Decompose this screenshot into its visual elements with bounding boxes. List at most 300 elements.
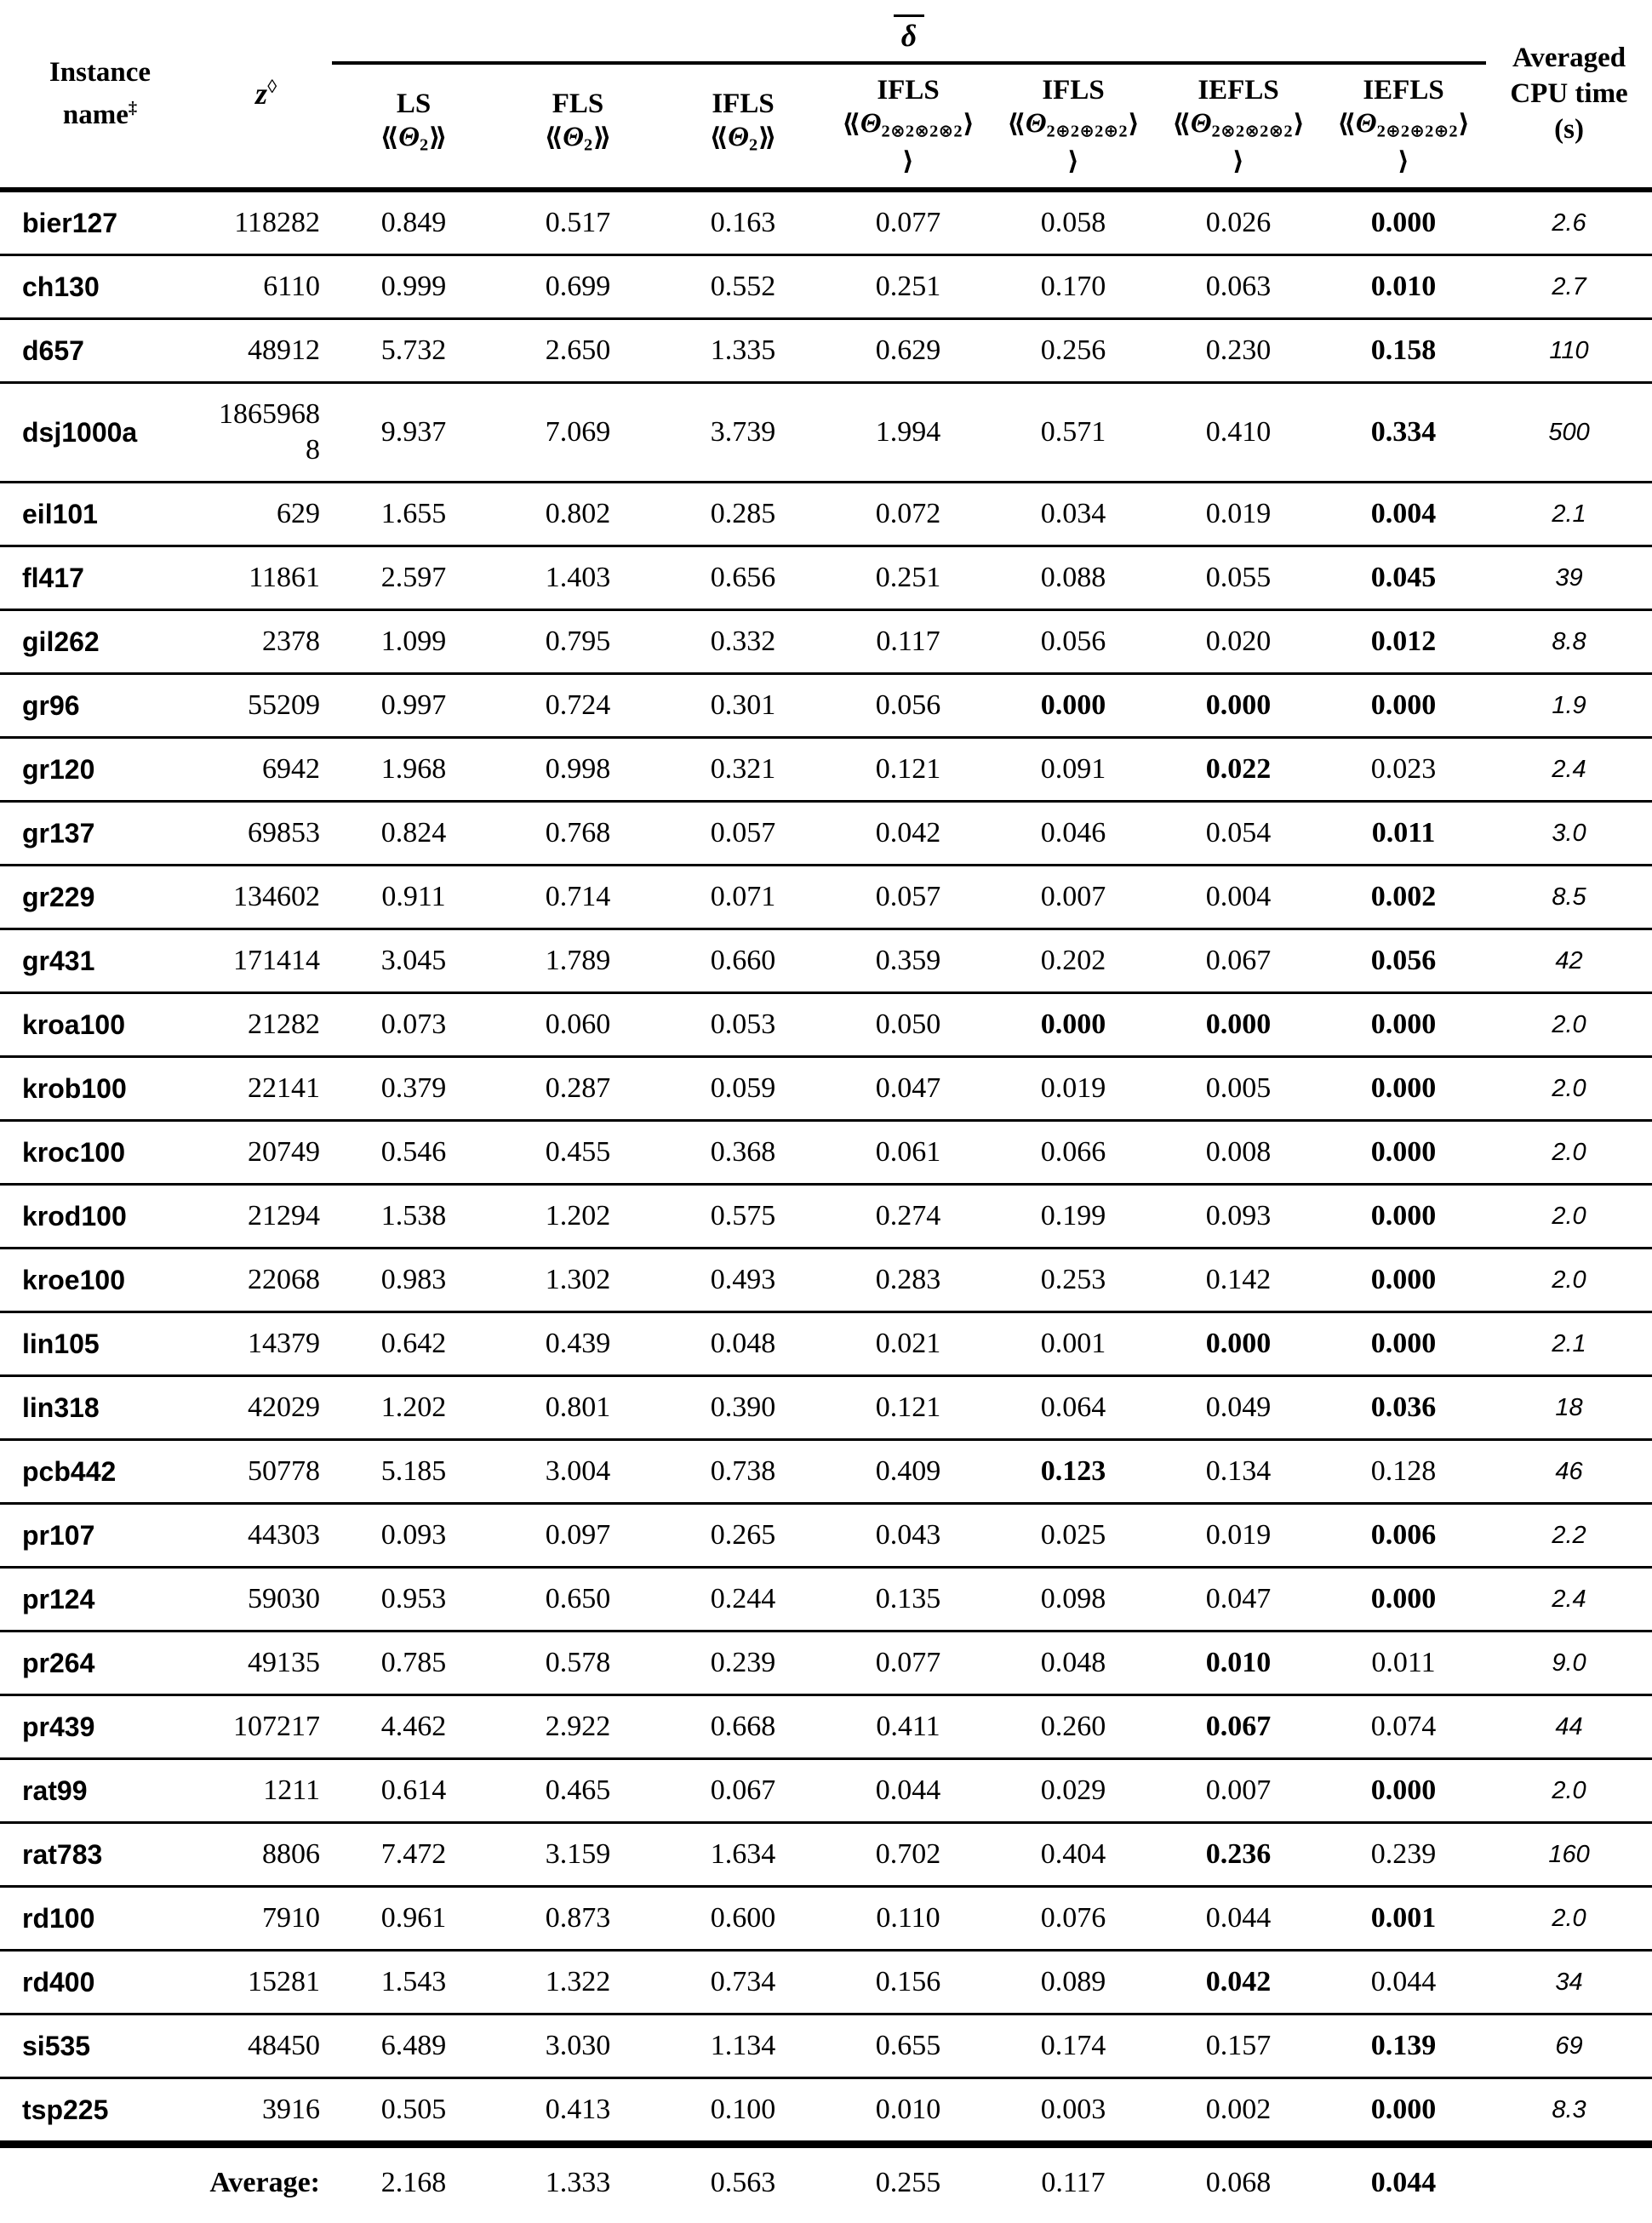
instance-name-cell: rat783: [0, 1822, 200, 1886]
delta-value-cell: 0.089: [991, 1950, 1156, 2014]
theta-symbol: Θ: [860, 108, 882, 139]
delta-value-cell: 0.139: [1321, 2014, 1486, 2077]
delta-value-cell: 0.199: [991, 1184, 1156, 1248]
delta-value-cell: 5.185: [332, 1439, 495, 1503]
delta-value-cell: 0.123: [991, 1439, 1156, 1503]
delta-value-cell: 0.390: [660, 1375, 826, 1439]
table-row: [0, 1567, 1652, 1631]
delta-value-cell: 0.060: [495, 992, 660, 1056]
delta-value-cell: 0.998: [495, 737, 660, 801]
table-row: [0, 1056, 1652, 1120]
delta-value-cell: 0.734: [660, 1950, 826, 2014]
instance-name-cell: rd400: [0, 1950, 200, 2014]
delta-value-cell: 0.571: [991, 382, 1156, 482]
z-value-cell: 48912: [200, 318, 332, 382]
delta-value-cell: 0.575: [660, 1184, 826, 1248]
z-value-cell: 11861: [200, 546, 332, 609]
delta-value-cell: 0.006: [1321, 1503, 1486, 1567]
delta-value-cell: 0.660: [660, 929, 826, 992]
col-header-ifls-tensor: IFLS ⟪Θ2⊗2⊗2⊗2⟩ ⟩: [826, 63, 991, 190]
cpu-time-cell: 46: [1486, 1439, 1652, 1503]
cpu-time-cell: 2.1: [1486, 482, 1652, 546]
delta-value-cell: 0.029: [991, 1758, 1156, 1822]
cpu-time-cell: 2.4: [1486, 737, 1652, 801]
delta-value-cell: 0.000: [1321, 1184, 1486, 1248]
delta-value-cell: 0.072: [826, 482, 991, 546]
delta-value-cell: 1.099: [332, 609, 495, 673]
z-value-cell: 1865968 8: [200, 382, 332, 482]
delta-value-cell: 0.046: [991, 801, 1156, 865]
average-row: [0, 2144, 1652, 2223]
z-value-cell: 134602: [200, 865, 332, 929]
delta-value-cell: 0.801: [495, 1375, 660, 1439]
cpu-time-cell: 160: [1486, 1822, 1652, 1886]
z-value-cell: 2378: [200, 609, 332, 673]
delta-value-cell: 0.134: [1156, 1439, 1321, 1503]
z-value-cell: 8806: [200, 1822, 332, 1886]
delta-value-cell: 0.983: [332, 1248, 495, 1312]
delta-value-cell: 0.057: [826, 865, 991, 929]
z-value-cell: 14379: [200, 1312, 332, 1375]
delta-value-cell: 0.359: [826, 929, 991, 992]
delta-value-cell: 4.462: [332, 1694, 495, 1758]
col-header-z: [200, 0, 332, 190]
delta-value-cell: 0.026: [1156, 190, 1321, 255]
delta-value-cell: 0.036: [1321, 1375, 1486, 1439]
delta-value-cell: 0.849: [332, 190, 495, 255]
delta-value-cell: 0.439: [495, 1312, 660, 1375]
delta-value-cell: 1.634: [660, 1822, 826, 1886]
table-row: [0, 1758, 1652, 1822]
delta-value-cell: 0.063: [1156, 254, 1321, 318]
delta-value-cell: 1.202: [332, 1375, 495, 1439]
table-row: [0, 1694, 1652, 1758]
col-header-ifls-oplus: IFLS ⟪Θ2⊕2⊕2⊕2⟩ ⟩: [991, 63, 1156, 190]
table-row: [0, 992, 1652, 1056]
delta-value-cell: 0.019: [1156, 1503, 1321, 1567]
average-value: 0.255: [826, 2144, 991, 2223]
delta-value-cell: 0.174: [991, 2014, 1156, 2077]
instance-name-cell: pr264: [0, 1631, 200, 1694]
delta-value-cell: 0.000: [1321, 1120, 1486, 1184]
delta-value-cell: 0.044: [826, 1758, 991, 1822]
z-value-cell: 50778: [200, 1439, 332, 1503]
delta-value-cell: 0.066: [991, 1120, 1156, 1184]
table-row: [0, 190, 1652, 255]
delta-value-cell: 0.000: [1156, 673, 1321, 737]
delta-value-cell: 0.007: [1156, 1758, 1321, 1822]
delta-value-cell: 0.873: [495, 1886, 660, 1950]
table-row: [0, 482, 1652, 546]
instance-name-cell: pr124: [0, 1567, 200, 1631]
delta-value-cell: 0.021: [826, 1312, 991, 1375]
delta-value-cell: 0.656: [660, 546, 826, 609]
table-row: [0, 1184, 1652, 1248]
delta-value-cell: 0.000: [1321, 2077, 1486, 2144]
delta-value-cell: 1.538: [332, 1184, 495, 1248]
cpu-time-cell: 2.0: [1486, 1248, 1652, 1312]
delta-value-cell: 0.000: [1156, 1312, 1321, 1375]
delta-value-cell: 0.285: [660, 482, 826, 546]
col-header-ls: LS ⟪Θ2⟫: [332, 63, 495, 190]
z-value-cell: 21294: [200, 1184, 332, 1248]
average-value: 1.333: [495, 2144, 660, 2223]
delta-value-cell: 5.732: [332, 318, 495, 382]
cpu-time-cell: 9.0: [1486, 1631, 1652, 1694]
delta-value-cell: 0.074: [1321, 1694, 1486, 1758]
theta-symbol: Θ: [563, 122, 585, 152]
delta-value-cell: 0.253: [991, 1248, 1156, 1312]
delta-value-cell: 0.517: [495, 190, 660, 255]
delta-value-cell: 0.202: [991, 929, 1156, 992]
cpu-time-cell: 2.1: [1486, 1312, 1652, 1375]
delta-value-cell: 0.236: [1156, 1822, 1321, 1886]
delta-value-cell: 1.994: [826, 382, 991, 482]
delta-value-cell: 0.073: [332, 992, 495, 1056]
instance-name-cell: lin318: [0, 1375, 200, 1439]
cpu-time-cell: 39: [1486, 546, 1652, 609]
z-value-cell: 7910: [200, 1886, 332, 1950]
delta-value-cell: 0.005: [1156, 1056, 1321, 1120]
delta-value-cell: 0.411: [826, 1694, 991, 1758]
delta-value-cell: 0.067: [1156, 1694, 1321, 1758]
delta-value-cell: 2.597: [332, 546, 495, 609]
delta-value-cell: 7.069: [495, 382, 660, 482]
table-row: [0, 1439, 1652, 1503]
z-value-cell: 107217: [200, 1694, 332, 1758]
delta-value-cell: 3.030: [495, 2014, 660, 2077]
cpu-time-cell: 2.4: [1486, 1567, 1652, 1631]
table-row: [0, 1120, 1652, 1184]
table-row: [0, 1503, 1652, 1567]
delta-value-cell: 0.000: [1321, 1312, 1486, 1375]
average-value: 0.563: [660, 2144, 826, 2223]
delta-value-cell: 0.007: [991, 865, 1156, 929]
z-value-cell: 55209: [200, 673, 332, 737]
instance-name-cell: gr120: [0, 737, 200, 801]
delta-value-cell: 0.142: [1156, 1248, 1321, 1312]
delta-value-cell: 0.287: [495, 1056, 660, 1120]
delta-value-cell: 0.404: [991, 1822, 1156, 1886]
delta-value-cell: 0.283: [826, 1248, 991, 1312]
table-row: [0, 382, 1652, 482]
col-header-iefls-tensor: IEFLS ⟪Θ2⊗2⊗2⊗2⟩ ⟩: [1156, 63, 1321, 190]
delta-value-cell: 0.251: [826, 254, 991, 318]
delta-value-cell: 0.000: [1156, 992, 1321, 1056]
delta-value-cell: 0.000: [1321, 673, 1486, 737]
delta-value-cell: 0.067: [1156, 929, 1321, 992]
z-value-cell: 59030: [200, 1567, 332, 1631]
instance-name-cell: tsp225: [0, 2077, 200, 2144]
z-value-cell: 629: [200, 482, 332, 546]
cpu-time-cell: 2.2: [1486, 1503, 1652, 1567]
table-row: [0, 1312, 1652, 1375]
delta-value-cell: 0.230: [1156, 318, 1321, 382]
delta-value-cell: 0.260: [991, 1694, 1156, 1758]
z-value-cell: 44303: [200, 1503, 332, 1567]
delta-value-cell: 0.093: [332, 1503, 495, 1567]
delta-value-cell: 0.000: [991, 673, 1156, 737]
delta-value-cell: 0.121: [826, 737, 991, 801]
delta-value-cell: 0.097: [495, 1503, 660, 1567]
delta-value-cell: 0.057: [660, 801, 826, 865]
z-value-cell: 42029: [200, 1375, 332, 1439]
instance-name-cell: kroc100: [0, 1120, 200, 1184]
z-value-cell: 22141: [200, 1056, 332, 1120]
instance-header-line2: name‡: [62, 98, 138, 130]
delta-value-cell: 0.098: [991, 1567, 1156, 1631]
cpu-time-cell: 110: [1486, 318, 1652, 382]
header-row-top: [0, 0, 1652, 63]
delta-value-cell: 0.714: [495, 865, 660, 929]
instance-name-cell: pr439: [0, 1694, 200, 1758]
z-value-cell: 6942: [200, 737, 332, 801]
table-row: [0, 1248, 1652, 1312]
delta-value-cell: 0.047: [826, 1056, 991, 1120]
delta-value-cell: 1.302: [495, 1248, 660, 1312]
delta-value-cell: 0.019: [991, 1056, 1156, 1120]
delta-value-cell: 0.012: [1321, 609, 1486, 673]
delta-value-cell: 0.077: [826, 1631, 991, 1694]
z-footnote-mark: ◊: [266, 75, 277, 97]
table-row: [0, 1950, 1652, 2014]
instance-name-cell: gr137: [0, 801, 200, 865]
delta-value-cell: 0.056: [1321, 929, 1486, 992]
cpu-time-cell: 44: [1486, 1694, 1652, 1758]
delta-value-cell: 0.251: [826, 546, 991, 609]
table-row: [0, 737, 1652, 801]
z-value-cell: 3916: [200, 2077, 332, 2144]
delta-value-cell: 0.614: [332, 1758, 495, 1822]
cpu-time-cell: 8.3: [1486, 2077, 1652, 2144]
delta-value-cell: 0.000: [991, 992, 1156, 1056]
delta-value-cell: 0.000: [1321, 190, 1486, 255]
instance-name-cell: gr229: [0, 865, 200, 929]
delta-value-cell: 0.650: [495, 1567, 660, 1631]
delta-value-cell: 0.053: [660, 992, 826, 1056]
delta-value-cell: 0.011: [1321, 1631, 1486, 1694]
table-row: [0, 801, 1652, 865]
delta-value-cell: 3.004: [495, 1439, 660, 1503]
instance-name-cell: d657: [0, 318, 200, 382]
instance-name-cell: krod100: [0, 1184, 200, 1248]
delta-value-cell: 0.000: [1321, 1758, 1486, 1822]
theta-symbol: Θ: [1025, 108, 1047, 139]
delta-value-cell: 0.163: [660, 190, 826, 255]
delta-value-cell: 0.546: [332, 1120, 495, 1184]
average-label: Average:: [200, 2144, 332, 2223]
delta-value-cell: 0.055: [1156, 546, 1321, 609]
table-row: [0, 318, 1652, 382]
delta-value-cell: 0.795: [495, 609, 660, 673]
delta-value-cell: 0.600: [660, 1886, 826, 1950]
delta-value-cell: 0.802: [495, 482, 660, 546]
delta-value-cell: 0.059: [660, 1056, 826, 1120]
delta-value-cell: 0.045: [1321, 546, 1486, 609]
table-row: [0, 929, 1652, 992]
table-row: [0, 1822, 1652, 1886]
cpu-time-cell: 3.0: [1486, 801, 1652, 865]
col-header-instance-name: [0, 0, 200, 190]
instance-name-cell: rat99: [0, 1758, 200, 1822]
cpu-time-cell: 2.7: [1486, 254, 1652, 318]
instance-name-cell: kroe100: [0, 1248, 200, 1312]
theta-symbol: Θ: [1190, 108, 1212, 139]
delta-value-cell: 0.256: [991, 318, 1156, 382]
delta-value-cell: 3.159: [495, 1822, 660, 1886]
delta-value-cell: 0.117: [826, 609, 991, 673]
delta-value-cell: 0.738: [660, 1439, 826, 1503]
z-value-cell: 15281: [200, 1950, 332, 2014]
delta-value-cell: 0.008: [1156, 1120, 1321, 1184]
delta-value-cell: 0.409: [826, 1439, 991, 1503]
average-value: 0.068: [1156, 2144, 1321, 2223]
delta-value-cell: 0.048: [660, 1312, 826, 1375]
delta-value-cell: 3.739: [660, 382, 826, 482]
table-row: [0, 609, 1652, 673]
delta-value-cell: 0.158: [1321, 318, 1486, 382]
delta-value-cell: 0.000: [1321, 1567, 1486, 1631]
delta-value-cell: 0.067: [660, 1758, 826, 1822]
delta-value-cell: 0.170: [991, 254, 1156, 318]
delta-value-cell: 0.049: [1156, 1375, 1321, 1439]
z-value-cell: 20749: [200, 1120, 332, 1184]
delta-value-cell: 7.472: [332, 1822, 495, 1886]
delta-value-cell: 1.543: [332, 1950, 495, 2014]
delta-bar-symbol: δ: [894, 14, 924, 53]
delta-value-cell: 0.034: [991, 482, 1156, 546]
delta-value-cell: 1.655: [332, 482, 495, 546]
theta-symbol: Θ: [398, 122, 420, 152]
cpu-time-cell: 34: [1486, 1950, 1652, 2014]
delta-value-cell: 0.025: [991, 1503, 1156, 1567]
delta-value-cell: 0.301: [660, 673, 826, 737]
instance-footnote-mark: ‡: [128, 98, 138, 117]
table-row: [0, 2014, 1652, 2077]
delta-value-cell: 0.047: [1156, 1567, 1321, 1631]
delta-value-cell: 1.403: [495, 546, 660, 609]
average-empty-cell: [0, 2144, 200, 2223]
delta-value-cell: 0.054: [1156, 801, 1321, 865]
delta-value-cell: 0.071: [660, 865, 826, 929]
delta-value-cell: 0.022: [1156, 737, 1321, 801]
delta-value-cell: 0.239: [660, 1631, 826, 1694]
delta-value-cell: 0.999: [332, 254, 495, 318]
delta-value-cell: 0.997: [332, 673, 495, 737]
cpu-time-cell: 69: [1486, 2014, 1652, 2077]
cpu-time-cell: 2.6: [1486, 190, 1652, 255]
instance-name-cell: dsj1000a: [0, 382, 200, 482]
cpu-time-cell: 2.0: [1486, 1184, 1652, 1248]
instance-name-cell: krob100: [0, 1056, 200, 1120]
delta-value-cell: 1.202: [495, 1184, 660, 1248]
delta-value-cell: 0.050: [826, 992, 991, 1056]
delta-value-cell: 0.505: [332, 2077, 495, 2144]
delta-value-cell: 0.961: [332, 1886, 495, 1950]
instance-header-line1: Instance: [49, 56, 151, 88]
z-value-cell: 1211: [200, 1758, 332, 1822]
average-value: 0.044: [1321, 2144, 1486, 2223]
delta-value-cell: 0.043: [826, 1503, 991, 1567]
z-value-cell: 22068: [200, 1248, 332, 1312]
delta-value-cell: 0.010: [1321, 254, 1486, 318]
col-header-iefls-oplus: IEFLS ⟪Θ2⊕2⊕2⊕2⟩ ⟩: [1321, 63, 1486, 190]
delta-value-cell: 0.091: [991, 737, 1156, 801]
delta-value-cell: 0.368: [660, 1120, 826, 1184]
delta-value-cell: 0.699: [495, 254, 660, 318]
delta-value-cell: 0.244: [660, 1567, 826, 1631]
delta-value-cell: 0.465: [495, 1758, 660, 1822]
table-row: [0, 1631, 1652, 1694]
average-value: 0.117: [991, 2144, 1156, 2223]
delta-value-cell: 0.000: [1321, 992, 1486, 1056]
delta-value-cell: 0.010: [826, 2077, 991, 2144]
delta-value-cell: 0.061: [826, 1120, 991, 1184]
cpu-time-cell: 2.0: [1486, 1758, 1652, 1822]
average-cpu-cell: [1486, 2144, 1652, 2223]
delta-value-cell: 1.968: [332, 737, 495, 801]
z-value-cell: 69853: [200, 801, 332, 865]
delta-value-cell: 0.274: [826, 1184, 991, 1248]
delta-value-cell: 0.911: [332, 865, 495, 929]
cpu-time-cell: 8.8: [1486, 609, 1652, 673]
table-row: [0, 1886, 1652, 1950]
delta-value-cell: 0.655: [826, 2014, 991, 2077]
delta-value-cell: 0.000: [1321, 1056, 1486, 1120]
delta-value-cell: 0.002: [1321, 865, 1486, 929]
average-value: 2.168: [332, 2144, 495, 2223]
delta-value-cell: 2.922: [495, 1694, 660, 1758]
delta-value-cell: 0.048: [991, 1631, 1156, 1694]
instance-name-cell: fl417: [0, 546, 200, 609]
delta-value-cell: 0.093: [1156, 1184, 1321, 1248]
z-symbol: z: [254, 76, 267, 111]
instance-name-cell: pr107: [0, 1503, 200, 1567]
z-value-cell: 6110: [200, 254, 332, 318]
delta-value-cell: 0.011: [1321, 801, 1486, 865]
delta-value-cell: 0.004: [1321, 482, 1486, 546]
delta-value-cell: 0.044: [1156, 1886, 1321, 1950]
delta-value-cell: 0.824: [332, 801, 495, 865]
delta-value-cell: 0.010: [1156, 1631, 1321, 1694]
table-row: [0, 673, 1652, 737]
delta-value-cell: 0.135: [826, 1567, 991, 1631]
delta-value-cell: 0.321: [660, 737, 826, 801]
delta-value-cell: 0.455: [495, 1120, 660, 1184]
delta-value-cell: 0.128: [1321, 1439, 1486, 1503]
delta-value-cell: 0.493: [660, 1248, 826, 1312]
delta-value-cell: 0.058: [991, 190, 1156, 255]
table-row: [0, 865, 1652, 929]
delta-value-cell: 0.003: [991, 2077, 1156, 2144]
delta-value-cell: 0.110: [826, 1886, 991, 1950]
cpu-time-cell: 2.0: [1486, 1056, 1652, 1120]
delta-value-cell: 1.134: [660, 2014, 826, 2077]
instance-name-cell: gil262: [0, 609, 200, 673]
delta-value-cell: 0.042: [826, 801, 991, 865]
cpu-time-cell: 8.5: [1486, 865, 1652, 929]
delta-value-cell: 0.702: [826, 1822, 991, 1886]
delta-value-cell: 0.001: [991, 1312, 1156, 1375]
delta-value-cell: 0.019: [1156, 482, 1321, 546]
delta-value-cell: 6.489: [332, 2014, 495, 2077]
cpu-time-cell: 2.0: [1486, 1886, 1652, 1950]
cpu-time-cell: 2.0: [1486, 1120, 1652, 1184]
z-value-cell: 48450: [200, 2014, 332, 2077]
cpu-time-cell: 18: [1486, 1375, 1652, 1439]
delta-value-cell: 0.953: [332, 1567, 495, 1631]
delta-value-cell: 0.334: [1321, 382, 1486, 482]
